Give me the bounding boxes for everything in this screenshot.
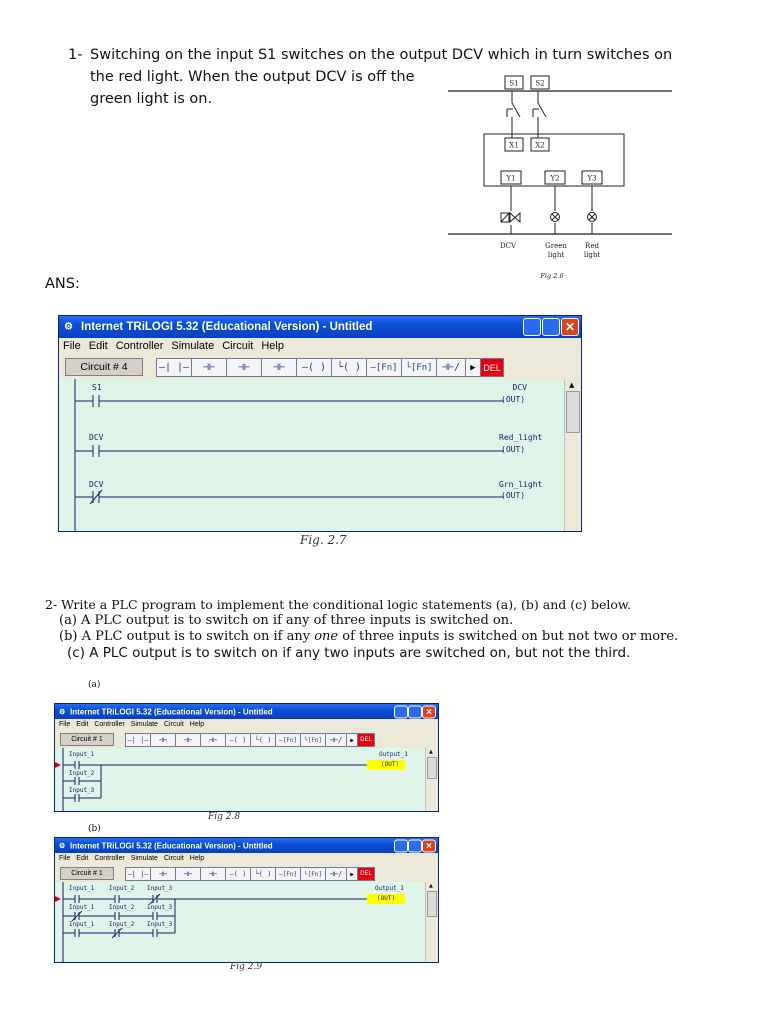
trilogi-window-fig-2-8 — [54, 703, 439, 812]
menu-circuit[interactable]: Circuit — [222, 340, 254, 352]
coil-label: Grn_light — [499, 480, 543, 489]
rung-row-2 — [63, 911, 175, 921]
scroll-up-icon[interactable]: ▲ — [569, 381, 575, 389]
invert-tool[interactable]: ⊣⊢/ — [437, 359, 466, 376]
app-icon: ⚙ — [64, 321, 73, 333]
coil-tool[interactable]: —( ) — [226, 868, 251, 880]
parallel-coil-tool[interactable]: └( ) — [251, 868, 276, 880]
function-tool[interactable]: —[Fn] — [367, 359, 402, 376]
close-icon[interactable]: ✕ — [422, 839, 436, 852]
fig-2-6-diagram — [446, 70, 676, 285]
app-icon: ⚙ — [59, 708, 66, 716]
output-wires — [511, 186, 592, 234]
menu-edit[interactable]: Edit — [76, 855, 89, 862]
switch-label: S2 — [535, 79, 545, 88]
circuit-selector-button[interactable]: Circuit # 4 — [65, 358, 143, 376]
window-title: Internet TRiLOGI 5.32 (Educational Version) - Untitled — [81, 321, 373, 333]
branch-tool[interactable]: ⊣⊢ — [176, 868, 201, 880]
menu-bar — [55, 719, 438, 731]
parallel-function-tool[interactable]: └[Fn] — [301, 868, 326, 880]
menu-simulate[interactable]: Simulate — [130, 721, 158, 728]
parallel-contact-tool[interactable]: ⊣⊢ — [151, 868, 176, 880]
fig-2-8-caption: Fig 2.8 — [208, 812, 241, 822]
invert-tool[interactable]: ⊣⊢/ — [326, 868, 347, 880]
contact-label: Input_3 — [147, 904, 173, 911]
window-titlebar[interactable] — [55, 704, 438, 719]
sub-label-a: (a) — [88, 680, 101, 690]
input-label: X2 — [535, 141, 545, 150]
coil-label: Output_1 — [379, 751, 408, 758]
toolbar — [59, 355, 581, 380]
device-label: Red — [585, 242, 599, 250]
minimize-icon[interactable] — [394, 839, 408, 852]
app-icon: ⚙ — [59, 842, 66, 850]
output-label: Y1 — [506, 174, 516, 183]
close-icon[interactable]: ✕ — [561, 318, 579, 336]
scroll-up-icon[interactable]: ▲ — [429, 749, 433, 755]
toolbar — [55, 731, 438, 749]
device-label: Green — [545, 242, 567, 250]
menu-circuit[interactable]: Circuit — [163, 855, 184, 862]
menu-help[interactable]: Help — [189, 855, 205, 862]
contact-label: Input_1 — [69, 885, 95, 892]
menu-file[interactable]: File — [63, 340, 81, 352]
parallel-coil-tool[interactable]: └( ) — [332, 359, 367, 376]
contact-label: Input_2 — [109, 921, 135, 928]
menu-edit[interactable]: Edit — [76, 721, 89, 728]
branch-tool[interactable]: ⊣⊢ — [227, 359, 262, 376]
menu-file[interactable]: File — [59, 721, 71, 728]
minimize-icon[interactable] — [394, 705, 408, 718]
menu-controller[interactable]: Controller — [115, 340, 164, 352]
question-1-line: green light is on. — [90, 91, 213, 107]
rung-pointer-icon — [55, 762, 61, 768]
solenoid-valve-icon — [501, 213, 520, 222]
contact-tool[interactable]: —| |— — [126, 868, 151, 880]
menu-file[interactable]: File — [59, 855, 71, 862]
coil-type: (OUT) — [381, 761, 400, 768]
coil-label: DCV — [512, 383, 527, 392]
scrollbar-thumb[interactable] — [566, 391, 580, 433]
vertical-scrollbar[interactable] — [425, 748, 438, 811]
play-icon[interactable]: ▶ — [347, 868, 358, 880]
toolbar — [55, 865, 438, 883]
menu-bar — [59, 338, 581, 355]
lamp-icon — [588, 213, 597, 222]
ladder-rungs — [55, 748, 425, 811]
parallel-contact-tool[interactable]: ⊣⊢ — [151, 734, 176, 746]
ladder-editor[interactable] — [55, 748, 425, 811]
rung-pointer-icon — [55, 896, 61, 902]
switch-symbols — [507, 91, 546, 130]
trilogi-window-fig-2-7 — [58, 315, 582, 532]
window-title: Internet TRiLOGI 5.32 (Educational Version) - Untitled — [70, 841, 273, 850]
window-titlebar[interactable] — [55, 838, 438, 853]
maximize-icon[interactable] — [408, 705, 422, 718]
contact-label: DCV — [89, 480, 104, 489]
contact-label: S1 — [92, 383, 102, 392]
contact-label: Input_2 — [109, 904, 135, 911]
contact-label: Input_3 — [147, 885, 173, 892]
scroll-up-icon[interactable]: ▲ — [429, 883, 433, 889]
circuit-selector-button[interactable]: Circuit # 1 — [60, 733, 114, 746]
contact-label: Input_1 — [69, 904, 95, 911]
ladder-editor[interactable] — [55, 882, 425, 962]
delete-button[interactable]: DEL — [481, 359, 503, 376]
contact-label: Input_2 — [109, 885, 135, 892]
scrollbar-thumb[interactable] — [427, 757, 437, 779]
play-icon[interactable]: ▶ — [347, 734, 358, 746]
menu-help[interactable]: Help — [189, 721, 205, 728]
fig-2-9-caption: Fig 2.9 — [230, 962, 263, 972]
contact-label: Input_3 — [147, 921, 173, 928]
parallel-coil-tool[interactable]: └( ) — [251, 734, 276, 746]
ladder-tools — [156, 358, 504, 377]
question-1-number: 1- — [68, 47, 83, 63]
coil-type: (OUT) — [501, 395, 526, 404]
parallel-function-tool[interactable]: └[Fn] — [402, 359, 437, 376]
trilogi-window-fig-2-9 — [54, 837, 439, 963]
coil-tool[interactable]: —( ) — [297, 359, 332, 376]
ladder-tools — [125, 733, 375, 747]
question-2-heading: 2- Write a PLC program to implement the conditional logic statements (a), (b) and (c) below. — [45, 597, 632, 612]
menu-simulate[interactable]: Simulate — [171, 340, 215, 352]
device-label: DCV — [499, 242, 517, 250]
contact-label: Input_1 — [69, 751, 95, 758]
output-label: Y3 — [587, 174, 597, 183]
contact-label: Input_3 — [69, 787, 95, 794]
maximize-icon[interactable] — [408, 839, 422, 852]
ladder-rungs — [59, 379, 564, 531]
menu-help[interactable]: Help — [261, 340, 284, 352]
parallel-function-tool[interactable]: └[Fn] — [301, 734, 326, 746]
fig-2-6-caption: Fig 2.6 — [540, 272, 564, 280]
rung-row-3 — [63, 928, 175, 938]
vertical-scrollbar[interactable] — [564, 379, 581, 531]
coil-label: Red_light — [499, 433, 543, 442]
ans-label: ANS: — [45, 276, 80, 292]
ladder-tools — [125, 867, 375, 881]
sub-label-b: (b) — [88, 824, 101, 834]
node-tool[interactable]: ⊣⊢ — [262, 359, 297, 376]
contact-tool[interactable]: —| |— — [157, 359, 192, 376]
menu-controller[interactable]: Controller — [94, 855, 125, 862]
question-2-part-a: (a) A PLC output is to switch on if any of three inputs is switched on. — [59, 613, 514, 628]
coil-tool[interactable]: —( ) — [226, 734, 251, 746]
play-icon[interactable]: ▶ — [466, 359, 481, 376]
contact-label: DCV — [89, 433, 104, 442]
question-2-part-b — [45, 629, 678, 645]
delete-button[interactable]: DEL — [358, 868, 374, 880]
device-label: light — [547, 251, 565, 259]
menu-circuit[interactable]: Circuit — [163, 721, 184, 728]
menu-simulate[interactable]: Simulate — [130, 855, 158, 862]
rung-row-1 — [63, 894, 367, 904]
function-tool[interactable]: —[Fn] — [276, 734, 301, 746]
input-label: X1 — [509, 141, 519, 150]
contact-label: Input_2 — [69, 770, 95, 777]
coil-type: (OUT) — [501, 491, 526, 500]
circuit-selector-button[interactable]: Circuit # 1 — [60, 867, 114, 880]
branch-tool[interactable]: ⊣⊢ — [176, 734, 201, 746]
vertical-scrollbar[interactable] — [425, 882, 438, 962]
coil-label: Output_1 — [375, 885, 404, 892]
question-1-line: Switching on the input S1 switches on the output DCV which in turn switches on — [90, 47, 673, 63]
part-b-text: (b) A PLC output is to switch on if any — [59, 629, 315, 644]
node-tool[interactable]: ⊣⊢ — [201, 868, 226, 880]
question-1-line: the red light. When the output DCV is off the — [90, 69, 415, 85]
contact-tool[interactable]: —| |— — [126, 734, 151, 746]
part-b-text: of three inputs is switched on but not two or more. — [338, 629, 679, 644]
device-label: light — [583, 251, 601, 259]
invert-tool[interactable]: ⊣⊢/ — [326, 734, 347, 746]
close-icon[interactable]: ✕ — [422, 705, 436, 718]
lamp-icon — [551, 213, 560, 222]
function-tool[interactable]: —[Fn] — [276, 868, 301, 880]
contact-label: Input_1 — [69, 921, 95, 928]
question-2 — [45, 597, 678, 661]
node-tool[interactable]: ⊣⊢ — [201, 734, 226, 746]
ladder-editor[interactable] — [59, 379, 564, 531]
scrollbar-thumb[interactable] — [427, 891, 437, 917]
output-label: Y2 — [550, 174, 560, 183]
minimize-icon[interactable] — [523, 318, 541, 336]
menu-controller[interactable]: Controller — [94, 721, 125, 728]
menu-bar — [55, 853, 438, 865]
window-title: Internet TRiLOGI 5.32 (Educational Version) - Untitled — [70, 707, 273, 716]
delete-button[interactable]: DEL — [358, 734, 374, 746]
part-b-emphasis: one — [314, 629, 339, 644]
coil-type: (OUT) — [377, 895, 396, 902]
question-2-part-c: (c) A PLC output is to switch on if any two inputs are switched on, but not the third. — [67, 645, 631, 661]
maximize-icon[interactable] — [542, 318, 560, 336]
fig-2-7-caption: Fig. 2.7 — [300, 533, 347, 547]
coil-type: (OUT) — [501, 445, 526, 454]
switch-label: S1 — [509, 79, 519, 88]
menu-edit[interactable]: Edit — [88, 340, 108, 352]
window-titlebar[interactable] — [59, 316, 581, 338]
parallel-contact-tool[interactable]: ⊣⊢ — [192, 359, 227, 376]
